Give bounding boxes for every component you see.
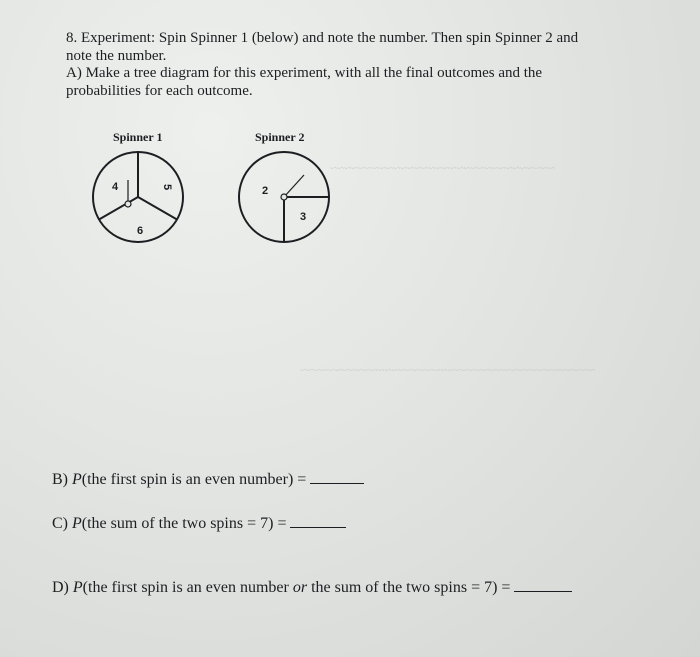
question-line-3: A) Make a tree diagram for this experiment, with all the final outcomes and the (66, 65, 543, 81)
answer-blank-c[interactable] (290, 515, 346, 528)
spinner-1-section-5: 5 (161, 183, 173, 191)
question-number: 8. (66, 30, 78, 46)
question-line-1: 8. Experiment: Spin Spinner 1 (below) and note the number. Then spin Spinner 2 and (66, 30, 579, 46)
spinner-1-divider (138, 197, 177, 220)
spinner-2-section-2: 2 (261, 185, 269, 197)
spinner-1-section-4: 4 (111, 181, 119, 193)
spinner-1-section-6: 6 (136, 225, 144, 237)
spinner-1 (88, 147, 188, 247)
question-d: D) P(the first spin is an even number or the sum of the two spins = 7) = (52, 579, 572, 597)
bleed-through-texture: ~~~~~~~~~~~~~~~~~~~~~~~~~~~~~~~~ (330, 161, 556, 176)
bleed-through-texture: ~~~~~~~~~~~~~~~~~~~~~~~~~~~~~~~~~~~~~~~~~~ (300, 363, 596, 378)
spinner-2-label: Spinner 2 (255, 130, 305, 144)
spinner-1-pivot (125, 201, 131, 207)
spinner-2-section-3: 3 (299, 211, 307, 223)
spinner-2 (234, 147, 334, 247)
question-c: C) P(the sum of the two spins = 7) = (52, 515, 346, 533)
answer-blank-b[interactable] (310, 471, 364, 484)
spinner-1-divider (99, 197, 138, 220)
question-line-4: probabilities for each outcome. (66, 82, 253, 99)
question-b: B) P(the first spin is an even number) = (52, 471, 364, 489)
spinner-2-pivot (281, 194, 287, 200)
spinner-1-label: Spinner 1 (113, 130, 163, 144)
answer-blank-d[interactable] (514, 579, 572, 592)
question-line-2: note the number. (66, 47, 167, 64)
question-8 (66, 30, 676, 100)
spinner-2-pointer (284, 175, 304, 197)
